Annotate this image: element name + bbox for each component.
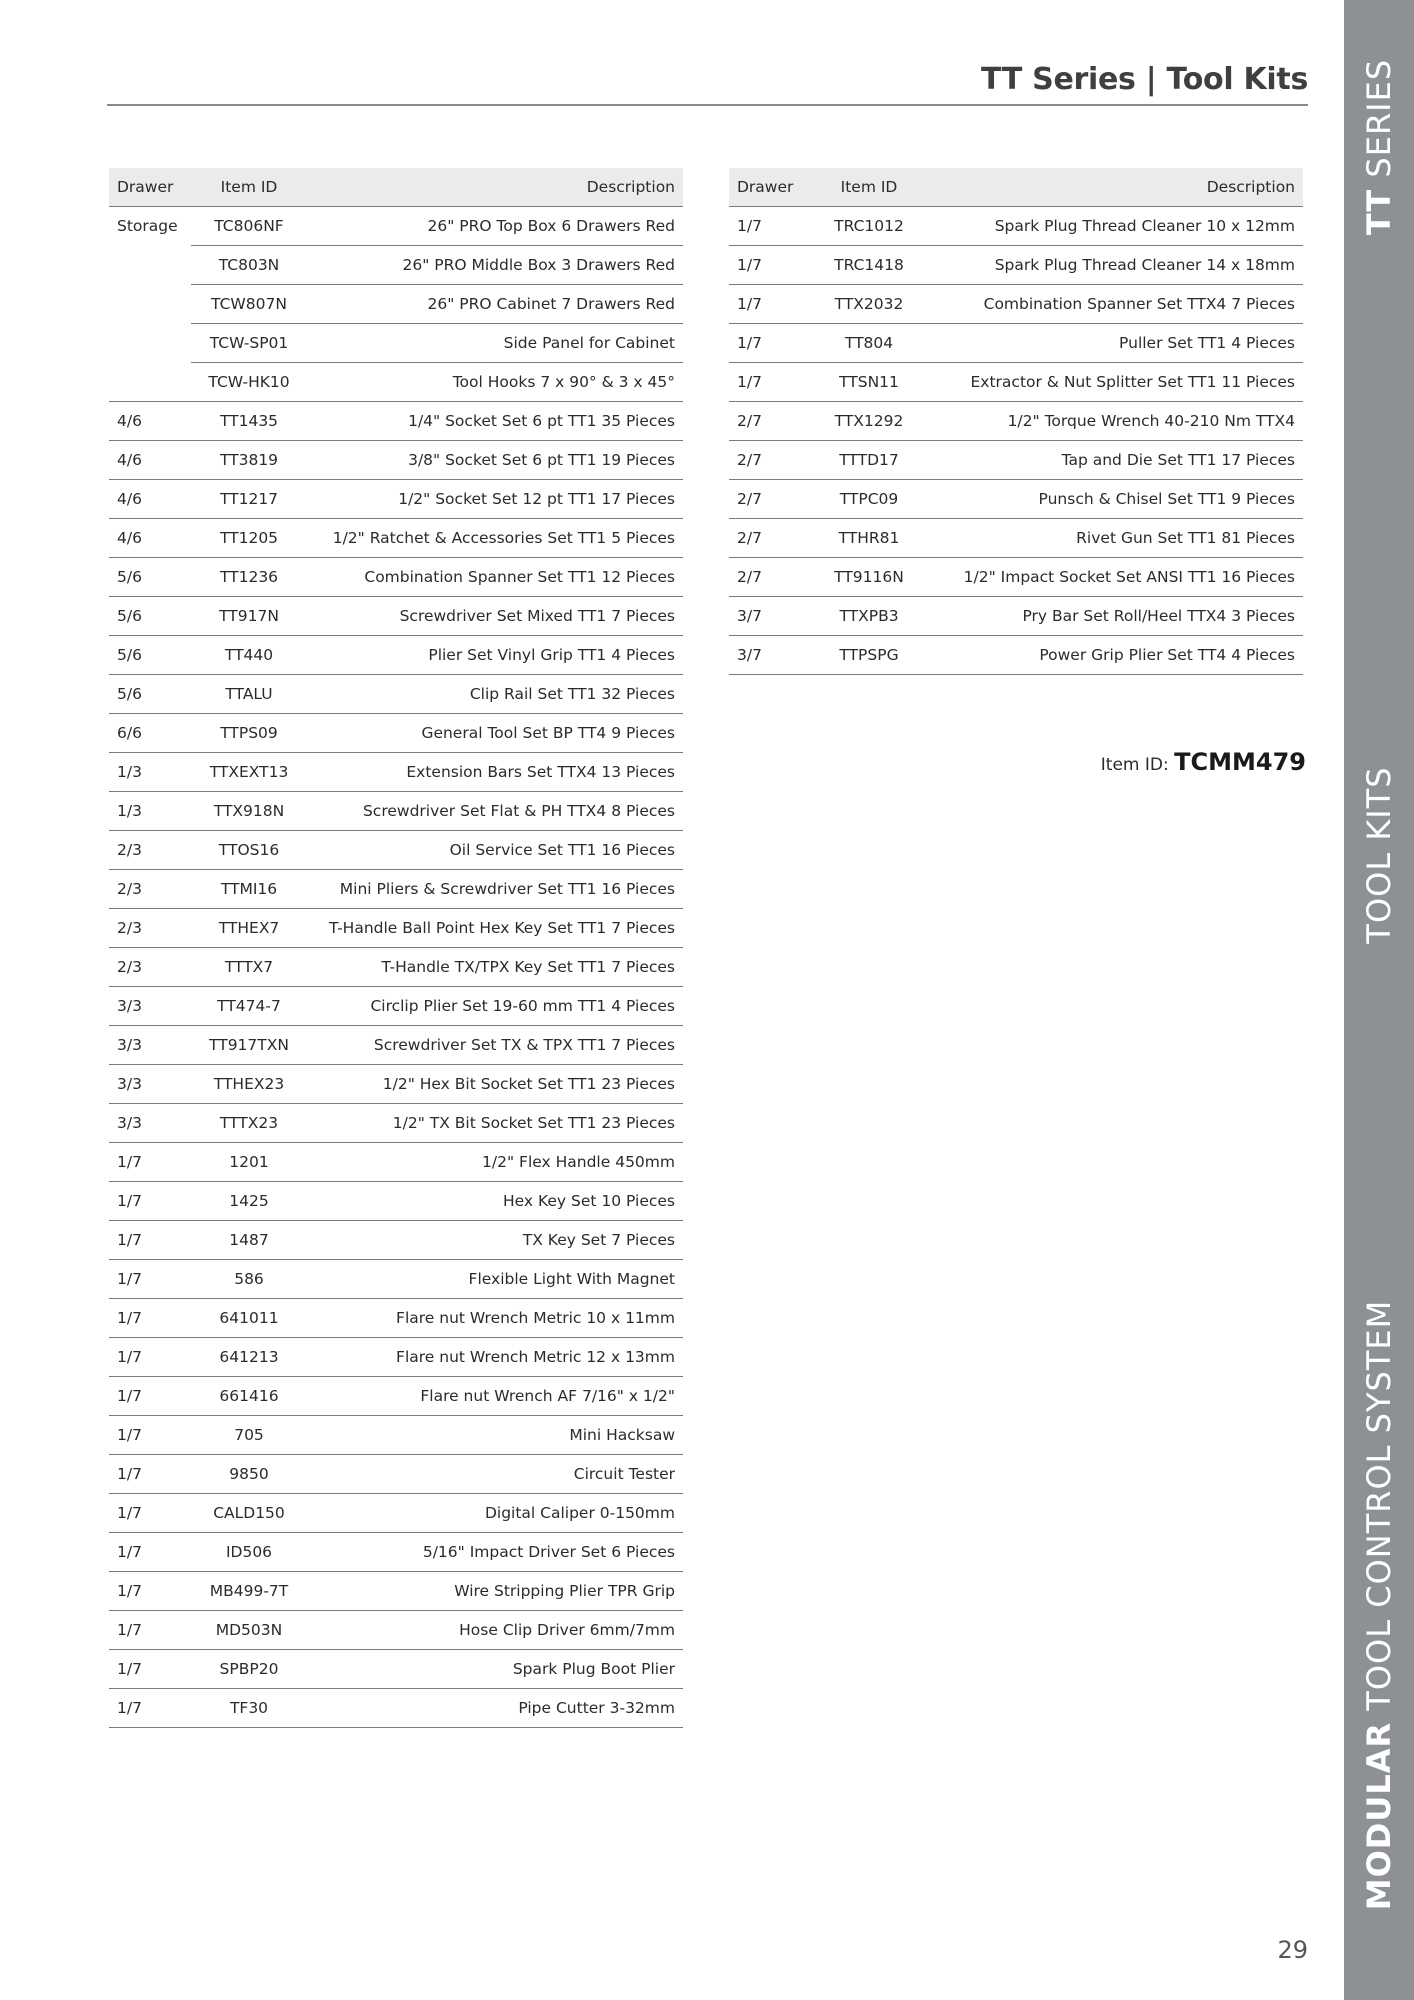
cell-description: 1/4" Socket Set 6 pt TT1 35 Pieces [307,402,683,441]
table-row [109,909,683,948]
cell-item-id: TTSN11 [811,363,927,402]
cell-description: Digital Caliper 0-150mm [307,1494,683,1533]
table-row [109,519,683,558]
cell-description: Spark Plug Thread Cleaner 10 x 12mm [927,207,1303,246]
page-title: TT Series | Tool Kits [981,62,1308,97]
cell-item-id: TTX1292 [811,402,927,441]
cell-drawer: 1/3 [109,792,191,831]
cell-description: 1/2" Torque Wrench 40-210 Nm TTX4 [927,402,1303,441]
table-row [109,1572,683,1611]
table-row [109,324,683,363]
cell-item-id: TCW-SP01 [191,324,307,363]
cell-drawer: 1/7 [109,1533,191,1572]
table-row [729,363,1303,402]
cell-description: Tap and Die Set TT1 17 Pieces [927,441,1303,480]
cell-item-id: TT440 [191,636,307,675]
cell-description: Rivet Gun Set TT1 81 Pieces [927,519,1303,558]
cell-drawer: 5/6 [109,597,191,636]
column-header-drawer: Drawer [109,168,191,207]
cell-drawer: 3/3 [109,1026,191,1065]
cell-drawer: 1/7 [109,1416,191,1455]
cell-drawer: 2/3 [109,948,191,987]
cell-item-id: TTOS16 [191,831,307,870]
cell-description: Screwdriver Set Mixed TT1 7 Pieces [307,597,683,636]
cell-item-id: TT474-7 [191,987,307,1026]
table-row [109,363,683,402]
table-row [109,675,683,714]
cell-description: Punsch & Chisel Set TT1 9 Pieces [927,480,1303,519]
table-row [109,1182,683,1221]
cell-description: 1/2" Impact Socket Set ANSI TT1 16 Pieces [927,558,1303,597]
cell-item-id: TRC1418 [811,246,927,285]
cell-description: 26" PRO Top Box 6 Drawers Red [307,207,683,246]
table-row [109,948,683,987]
cell-description: Mini Pliers & Screwdriver Set TT1 16 Pieces [307,870,683,909]
cell-drawer: 5/6 [109,675,191,714]
cell-description: Plier Set Vinyl Grip TT1 4 Pieces [307,636,683,675]
cell-description: 1/2" Hex Bit Socket Set TT1 23 Pieces [307,1065,683,1104]
cell-item-id: 641011 [191,1299,307,1338]
cell-description: Puller Set TT1 4 Pieces [927,324,1303,363]
table-row [109,1455,683,1494]
sidebar-system-bold: MODULAR [1360,1721,1398,1911]
cell-description: Extension Bars Set TTX4 13 Pieces [307,753,683,792]
cell-drawer: 4/6 [109,480,191,519]
table-row [729,480,1303,519]
cell-item-id: TTALU [191,675,307,714]
cell-item-id: TTTX23 [191,1104,307,1143]
table-row [109,1416,683,1455]
cell-description: 1/2" Socket Set 12 pt TT1 17 Pieces [307,480,683,519]
cell-description: Pipe Cutter 3-32mm [307,1689,683,1728]
table-row [109,636,683,675]
table-row [729,402,1303,441]
cell-item-id: TT3819 [191,441,307,480]
cell-drawer: 2/7 [729,441,811,480]
table-row [109,1611,683,1650]
table-row [109,597,683,636]
cell-description: Spark Plug Boot Plier [307,1650,683,1689]
cell-drawer [109,246,191,285]
cell-item-id: 705 [191,1416,307,1455]
cell-item-id: 641213 [191,1338,307,1377]
cell-drawer: 3/3 [109,987,191,1026]
table-row [109,870,683,909]
table-row [109,402,683,441]
cell-item-id: TCW807N [191,285,307,324]
cell-drawer: 1/7 [729,246,811,285]
cell-description: T-Handle TX/TPX Key Set TT1 7 Pieces [307,948,683,987]
table-row [109,1104,683,1143]
cell-description: Flexible Light With Magnet [307,1260,683,1299]
cell-drawer: 3/7 [729,597,811,636]
sidebar-toolkits-label: TOOL KITS [1360,766,1398,944]
cell-drawer: 1/7 [109,1572,191,1611]
cell-item-id: TTHEX7 [191,909,307,948]
cell-item-id: TTX918N [191,792,307,831]
cell-drawer: 2/3 [109,909,191,948]
cell-description: Tool Hooks 7 x 90° & 3 x 45° [307,363,683,402]
cell-drawer: 1/7 [109,1260,191,1299]
cell-item-id: TTMI16 [191,870,307,909]
cell-drawer: 1/7 [729,324,811,363]
cell-description: Flare nut Wrench AF 7/16" x 1/2" [307,1377,683,1416]
table-row [109,1026,683,1065]
cell-item-id: TTHEX23 [191,1065,307,1104]
cell-drawer: 1/7 [109,1299,191,1338]
sidebar-series-bold: TT [1360,188,1398,236]
cell-item-id: 1201 [191,1143,307,1182]
cell-item-id: TF30 [191,1689,307,1728]
cell-drawer: 2/7 [729,558,811,597]
cell-item-id: TTTX7 [191,948,307,987]
table-row [109,207,683,246]
table-row [109,1065,683,1104]
table-row [729,285,1303,324]
table-row [109,441,683,480]
cell-description: 1/2" Ratchet & Accessories Set TT1 5 Pieces [307,519,683,558]
column-header-item-id: Item ID [811,168,927,207]
cell-drawer: 2/7 [729,480,811,519]
cell-item-id: TTHR81 [811,519,927,558]
table-row [109,831,683,870]
table-row [109,1338,683,1377]
cell-drawer: Storage [117,217,178,236]
table-header-row [109,168,683,207]
cell-drawer: 1/7 [109,1182,191,1221]
cell-description: Spark Plug Thread Cleaner 14 x 18mm [927,246,1303,285]
cell-description: Clip Rail Set TT1 32 Pieces [307,675,683,714]
table-row [109,246,683,285]
kit-table-left [109,168,683,1728]
cell-item-id: TT1205 [191,519,307,558]
cell-drawer: 1/7 [729,363,811,402]
cell-drawer: 1/7 [109,1377,191,1416]
page-number: 29 [1277,1936,1308,1964]
table-row [109,1689,683,1728]
cell-drawer: 1/7 [109,1221,191,1260]
item-id-code: TCMM479 [1174,748,1306,776]
cell-description: Power Grip Plier Set TT4 4 Pieces [927,636,1303,675]
cell-drawer: 4/6 [109,402,191,441]
cell-drawer: 2/7 [729,402,811,441]
table-row [109,1143,683,1182]
table-row [109,1221,683,1260]
cell-item-id: TT1236 [191,558,307,597]
table-row [109,285,683,324]
cell-drawer: 1/7 [109,1494,191,1533]
cell-description: General Tool Set BP TT4 9 Pieces [307,714,683,753]
kit-item-id [1101,748,1306,776]
cell-drawer: 1/7 [109,1689,191,1728]
cell-drawer: 1/7 [109,1611,191,1650]
cell-drawer: 1/7 [109,1455,191,1494]
cell-item-id: 1425 [191,1182,307,1221]
cell-description: Combination Spanner Set TTX4 7 Pieces [927,285,1303,324]
cell-item-id: TTTD17 [811,441,927,480]
cell-description: 5/16" Impact Driver Set 6 Pieces [307,1533,683,1572]
cell-drawer: 2/3 [109,870,191,909]
sidebar-series-label [1360,59,1398,235]
cell-drawer: 1/7 [729,207,811,246]
cell-drawer: 3/3 [109,1065,191,1104]
cell-item-id: 1487 [191,1221,307,1260]
table-row [109,1650,683,1689]
table-row [729,324,1303,363]
table-row [109,558,683,597]
cell-drawer: 4/6 [109,519,191,558]
table-row [109,1494,683,1533]
cell-drawer: 1/7 [109,1143,191,1182]
cell-description: Circuit Tester [307,1455,683,1494]
sidebar-band [1344,0,1414,2000]
cell-description: Flare nut Wrench Metric 10 x 11mm [307,1299,683,1338]
cell-drawer: 5/6 [109,558,191,597]
cell-item-id: TC803N [191,246,307,285]
cell-drawer: 1/7 [729,285,811,324]
cell-description: TX Key Set 7 Pieces [307,1221,683,1260]
table-row [729,558,1303,597]
cell-description: Hex Key Set 10 Pieces [307,1182,683,1221]
cell-item-id: TT1435 [191,402,307,441]
cell-drawer: 3/7 [729,636,811,675]
table-row [729,441,1303,480]
cell-item-id: 661416 [191,1377,307,1416]
cell-description: 26" PRO Cabinet 7 Drawers Red [307,285,683,324]
sidebar-series-rest: SERIES [1360,58,1398,189]
cell-item-id: CALD150 [191,1494,307,1533]
table-row [109,1299,683,1338]
column-header-item-id: Item ID [191,168,307,207]
cell-item-id: TT917TXN [191,1026,307,1065]
table-row [109,714,683,753]
cell-drawer: 3/3 [109,1104,191,1143]
cell-drawer: 4/6 [109,441,191,480]
cell-description: 1/2" TX Bit Socket Set TT1 23 Pieces [307,1104,683,1143]
cell-description: 1/2" Flex Handle 450mm [307,1143,683,1182]
cell-item-id: TT1217 [191,480,307,519]
cell-description: Side Panel for Cabinet [307,324,683,363]
cell-description: Screwdriver Set TX & TPX TT1 7 Pieces [307,1026,683,1065]
cell-description: T-Handle Ball Point Hex Key Set TT1 7 Pieces [307,909,683,948]
cell-item-id: TTPS09 [191,714,307,753]
table-row [729,519,1303,558]
table-row [109,1260,683,1299]
cell-drawer: 2/3 [109,831,191,870]
cell-item-id: TT9116N [811,558,927,597]
cell-description: Combination Spanner Set TT1 12 Pieces [307,558,683,597]
table-row [729,597,1303,636]
cell-drawer: 5/6 [109,636,191,675]
sidebar-system-label [1360,1300,1398,1910]
cell-description: Hose Clip Driver 6mm/7mm [307,1611,683,1650]
cell-drawer: 1/3 [109,753,191,792]
column-header-description: Description [307,168,683,207]
table-row [109,480,683,519]
table-header-row [729,168,1303,207]
table-row [729,246,1303,285]
table-row [729,636,1303,675]
cell-item-id: TT917N [191,597,307,636]
cell-description: 26" PRO Middle Box 3 Drawers Red [307,246,683,285]
cell-description: Mini Hacksaw [307,1416,683,1455]
cell-drawer: 2/7 [729,519,811,558]
cell-item-id: ID506 [191,1533,307,1572]
cell-drawer: 1/7 [109,1650,191,1689]
cell-item-id: TTPC09 [811,480,927,519]
cell-item-id: 9850 [191,1455,307,1494]
table-row [729,207,1303,246]
cell-item-id: TRC1012 [811,207,927,246]
cell-description: Circlip Plier Set 19-60 mm TT1 4 Pieces [307,987,683,1026]
cell-item-id: MB499-7T [191,1572,307,1611]
table-row [109,987,683,1026]
cell-drawer [109,363,191,402]
cell-drawer: 6/6 [109,714,191,753]
cell-item-id: TT804 [811,324,927,363]
cell-drawer [109,285,191,324]
sidebar-system-rest: TOOL CONTROL SYSTEM [1360,1299,1398,1722]
cell-item-id: TTXEXT13 [191,753,307,792]
cell-description: 3/8" Socket Set 6 pt TT1 19 Pieces [307,441,683,480]
kit-table-right [729,168,1303,675]
cell-description: Flare nut Wrench Metric 12 x 13mm [307,1338,683,1377]
title-divider [107,104,1308,106]
cell-item-id: TTPSPG [811,636,927,675]
kit-table-right-body [729,207,1303,675]
cell-item-id: TCW-HK10 [191,363,307,402]
cell-description: Extractor & Nut Splitter Set TT1 11 Pieces [927,363,1303,402]
table-row [109,792,683,831]
cell-drawer [109,324,191,363]
table-row [109,1533,683,1572]
table-row [109,1377,683,1416]
item-id-label: Item ID: [1100,755,1175,775]
cell-description: Oil Service Set TT1 16 Pieces [307,831,683,870]
table-row [109,753,683,792]
cell-item-id: MD503N [191,1611,307,1650]
cell-drawer: 1/7 [109,1338,191,1377]
cell-item-id: 586 [191,1260,307,1299]
cell-item-id: TTXPB3 [811,597,927,636]
cell-description: Pry Bar Set Roll/Heel TTX4 3 Pieces [927,597,1303,636]
cell-description: Wire Stripping Plier TPR Grip [307,1572,683,1611]
cell-item-id: SPBP20 [191,1650,307,1689]
column-header-drawer: Drawer [729,168,811,207]
kit-table-left-body [109,207,683,1728]
cell-item-id: TTX2032 [811,285,927,324]
cell-item-id: TC806NF [191,207,307,246]
cell-description: Screwdriver Set Flat & PH TTX4 8 Pieces [307,792,683,831]
column-header-description: Description [927,168,1303,207]
